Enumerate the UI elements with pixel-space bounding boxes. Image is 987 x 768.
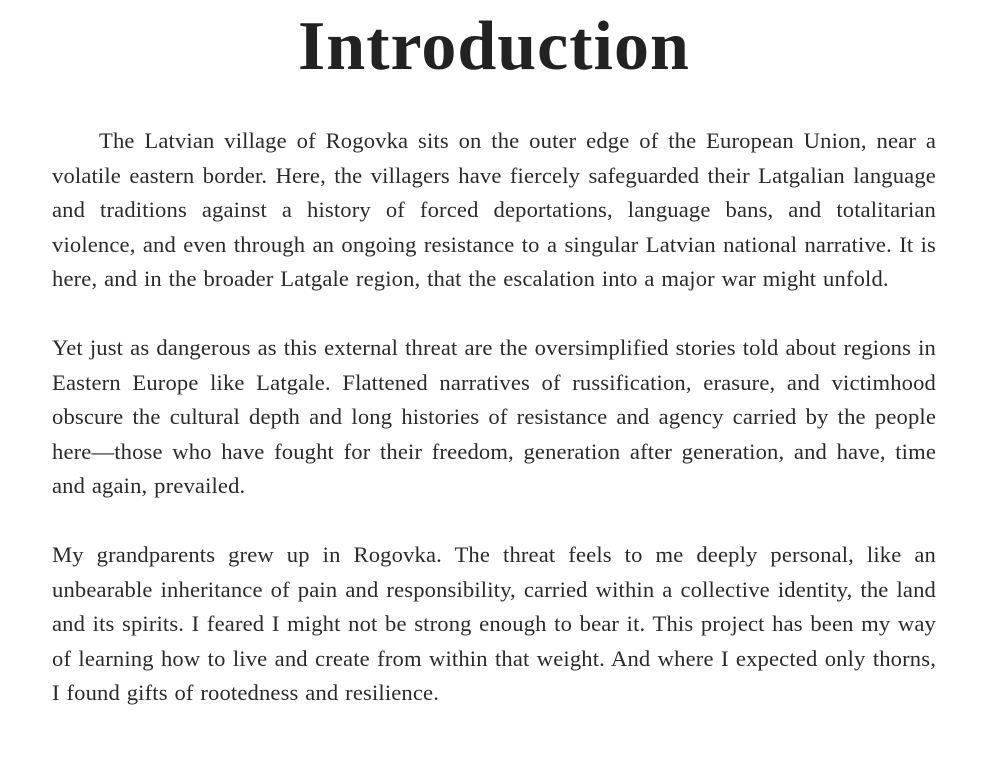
intro-paragraph-3: My grandparents grew up in Rogovka. The threat feels to me deeply personal, like an unbearable inheritance of pain and responsibility, carried within a collective identity, the land and its spirits. I feared I might not be strong enough to bear it. This project has been my way of learning how to live and create from within that weight. And where I expected only thorns, I found gifts of rootedness and resilience. [52,541,936,706]
intro-paragraph-1: The Latvian village of Rogovka sits on the outer edge of the European Union, near a volatile eastern border. Here, the villagers have fiercely safeguarded their Latgalian language and traditions against a history of forced deportations, language bans, and totalitarian violence, and even through an ongoing resistance to a singular Latvian national narrative. It is here, and in the broader Latgale region, that the escalation into a major war might unfold. [52,128,936,292]
intro-paragraph-2: Yet just as dangerous as this external threat are the oversimplified stories told about regions in Eastern Europe like Latgale. Flattened narratives of russification, erasure, and victimhood obscure the cultural depth and long histories of resistance and agency carried by the people here—those who have fought for their freedom, generation after generation, and have, time and again, prevailed. [52,334,936,499]
page-title: Introduction [298,8,690,85]
